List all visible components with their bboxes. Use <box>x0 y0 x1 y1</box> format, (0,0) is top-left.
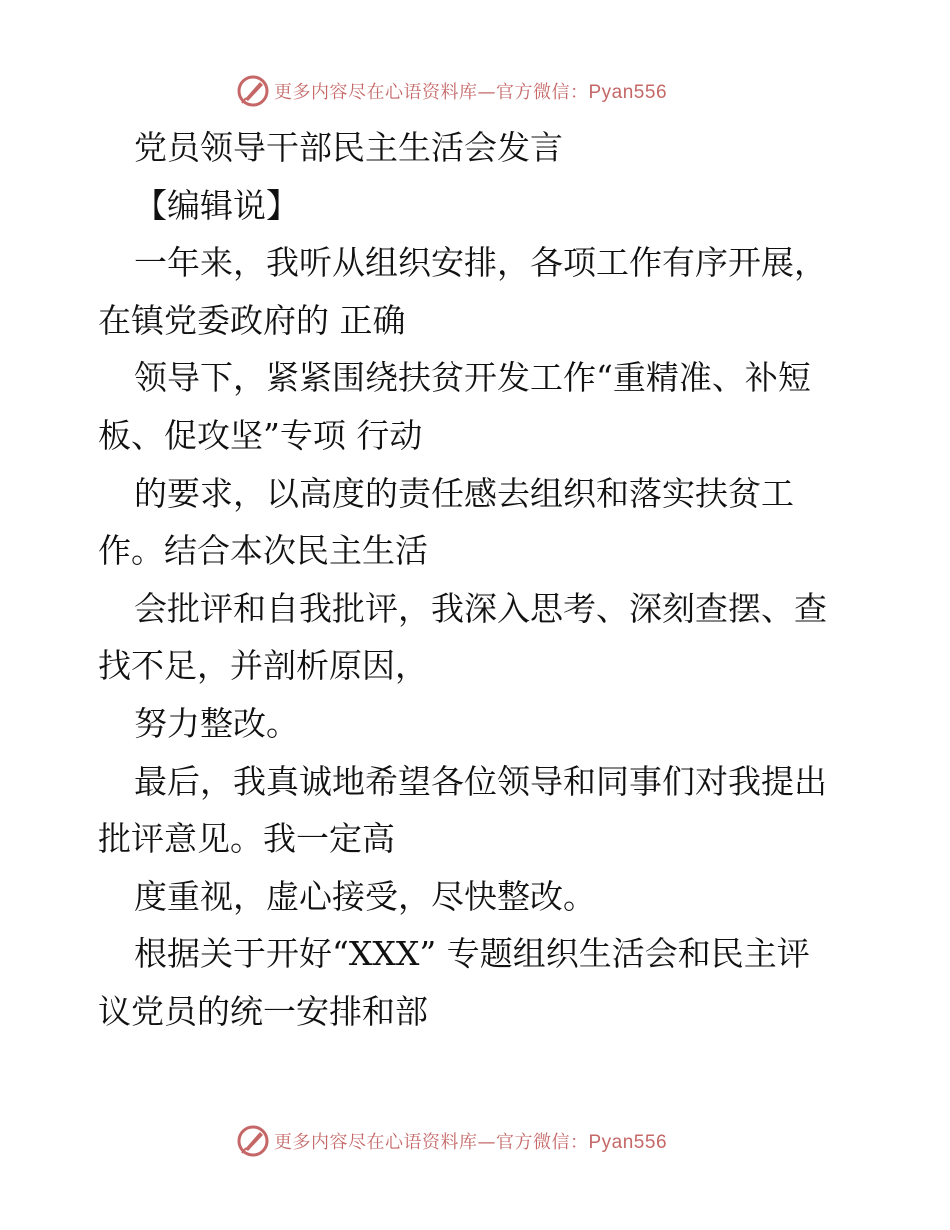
paragraph-line: 议党员的统一安排和部 <box>98 991 428 1031</box>
paragraph-line: 领导下，紧紧围绕扶贫开发工作“重精准、补短 <box>134 358 811 398</box>
paragraph-line: 批评意见。我一定高 <box>98 819 395 859</box>
section-label: 【编辑说】 <box>134 185 299 225</box>
paragraph-line: 找不足，并剖析原因， <box>98 646 428 686</box>
document-body <box>98 119 858 1041</box>
paragraph-line: 在镇党委政府的 正确 <box>98 300 406 340</box>
footer-watermark <box>236 1124 667 1158</box>
watermark-wechat-id: Pyan556 <box>588 1132 668 1153</box>
paragraph-line: 努力整改。 <box>134 703 299 743</box>
quill-logo-icon <box>236 74 270 108</box>
header-watermark <box>236 74 667 108</box>
watermark-wechat-id: Pyan556 <box>588 82 668 103</box>
paragraph-line: 度重视，虚心接受，尽快整改。 <box>134 876 596 916</box>
paragraph-line: 板、促攻坚”专项 行动 <box>98 415 423 455</box>
paragraph-line: 最后，我真诚地希望各位领导和同事们对我提出 <box>134 761 827 801</box>
quill-logo-icon <box>236 1124 270 1158</box>
document-title: 党员领导干部民主生活会发言 <box>134 128 563 167</box>
paragraph-line: 一年来，我听从组织安排，各项工作有序开展， <box>134 243 827 283</box>
watermark-text: 更多内容尽在心语资料库—官方微信：Pyan556 <box>274 82 668 103</box>
paragraph-line: 根据关于开好“XXX” 专题组织生活会和民主评 <box>134 934 810 974</box>
watermark-text: 更多内容尽在心语资料库—官方微信：Pyan556 <box>274 1132 668 1153</box>
paragraph-line: 会批评和自我批评，我深入思考、深刻查摆、查 <box>134 588 827 628</box>
paragraph-line: 的要求，以高度的责任感去组织和落实扶贫工 <box>134 473 794 513</box>
paragraph-line: 作。结合本次民主生活 <box>98 531 428 571</box>
